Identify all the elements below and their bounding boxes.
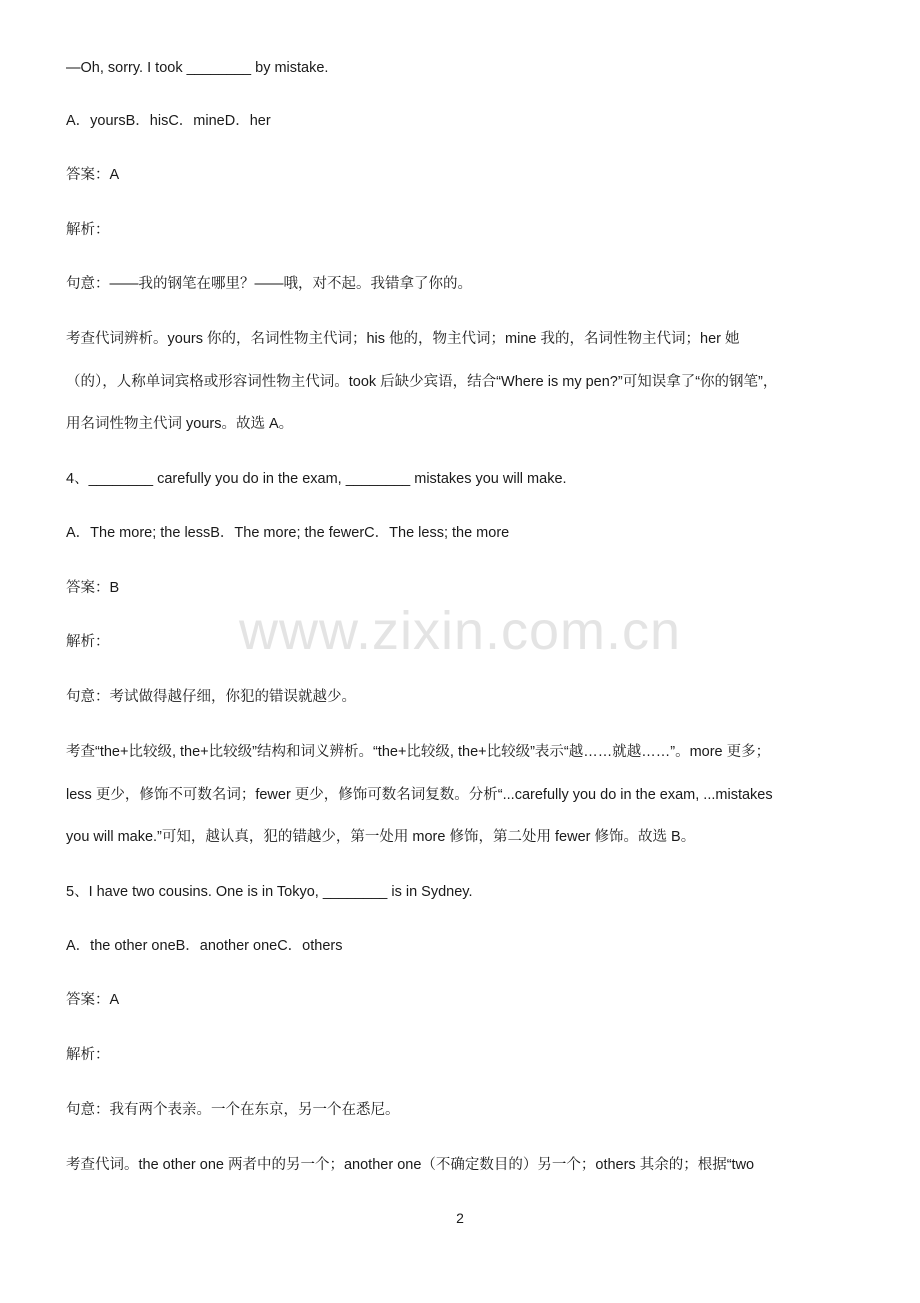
text-line: 用名词性物主代词 yours。故选 A。 — [66, 416, 294, 432]
text-line: 句意：——我的钢笔在哪里？——哦，对不起。我错拿了你的。 — [66, 276, 472, 292]
text-line: 答案：A — [66, 992, 120, 1008]
watermark: www.zixin.com.cn — [238, 601, 682, 661]
text-line: 答案：B — [66, 580, 120, 596]
text-line: 解析： — [66, 634, 110, 650]
text-line: A．yoursB．hisC．mineD．her — [66, 113, 271, 129]
text-line: you will make.”可知，越认真，犯的错越少，第一处用 more 修饰，第二处用 fewer 修饰。故选 B。 — [66, 829, 696, 845]
text-line: 4、________ carefully you do in the exam, ________ mistakes you will make. — [66, 471, 567, 487]
text-line: 考查“the+比较级, the+比较级”结构和词义辨析。“the+比较级, the+比较级”表示“越……就越……”。more 更多； — [66, 744, 771, 760]
text-line: 考查代词辨析。yours 你的，名词性物主代词；his 他的，物主代词；mine 我的，名词性物主代词；her 她 — [66, 331, 740, 347]
text-line: （的），人称单词宾格或形容词性物主代词。took 后缺少宾语，结合“Where is my pen?”可知误拿了“你的钢笔”， — [66, 374, 778, 390]
page-number: 2 — [456, 1210, 464, 1226]
text-line: A．the other oneB．another oneC．others — [66, 938, 343, 954]
text-line: 答案：A — [66, 167, 120, 183]
text-line: 句意：考试做得越仔细，你犯的错误就越少。 — [66, 689, 356, 705]
text-line: less 更少，修饰不可数名词；fewer 更少，修饰可数名词复数。分析“...carefully you do in the exam, ...mistakes — [66, 787, 773, 803]
text-line: A．The more; the lessB．The more; the fewerC．The less; the more — [66, 525, 510, 541]
text-line: 考查代词。the other one 两者中的另一个；another one（不确定数目的）另一个；others 其余的；根据“two — [66, 1157, 755, 1173]
text-line: 句意：我有两个表亲。一个在东京，另一个在悉尼。 — [66, 1102, 400, 1118]
text-line: 解析： — [66, 1047, 110, 1063]
text-line: —Oh, sorry. I took ________ by mistake. — [66, 60, 329, 76]
text-line: 5、I have two cousins. One is in Tokyo, ________ is in Sydney. — [66, 884, 473, 900]
text-line: 解析： — [66, 222, 110, 238]
